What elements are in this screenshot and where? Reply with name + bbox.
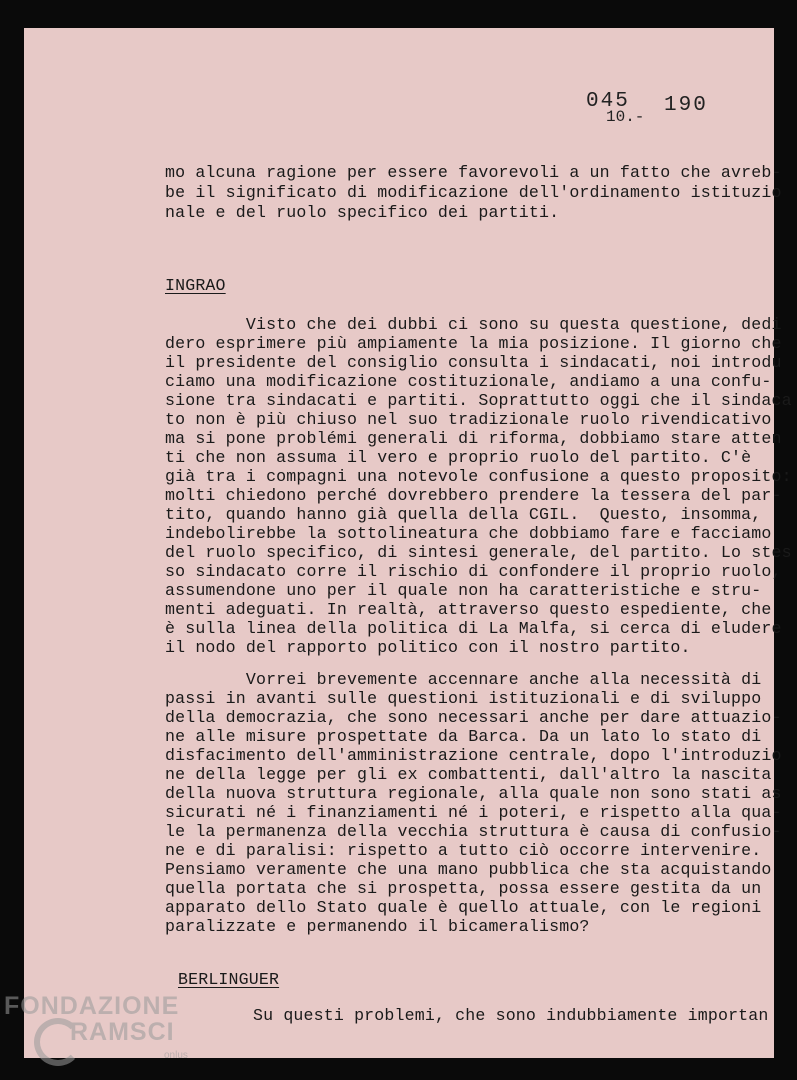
page-number-sub: 10.-: [606, 108, 645, 126]
speaker-name: INGRAO: [165, 276, 226, 295]
text-line: assumendone uno per il quale non ha caratteristiche e stru-: [165, 581, 762, 600]
text-line: molti chiedono perché dovrebbero prendere la tessera del par-: [165, 486, 782, 505]
text-line: indebolirebbe la sottolineatura che dobbiamo fare e facciamo: [165, 524, 772, 543]
text-line: ne della legge per gli ex combattenti, dall'altro la nascita: [165, 765, 772, 784]
text-line: del ruolo specifico, di sintesi generale, del partito. Lo stes: [165, 543, 792, 562]
text-line: Su questi problemi, che sono indubbiamente importan: [253, 1006, 769, 1025]
text-line: paralizzate e permanendo il bicameralismo?: [165, 917, 590, 936]
text-line: to non è più chiuso nel suo tradizionale ruolo rivendicativo: [165, 410, 772, 429]
text-line: mo alcuna ragione per essere favorevoli a un fatto che avreb-: [165, 163, 782, 182]
text-line: della nuova struttura regionale, alla quale non sono stati as: [165, 784, 782, 803]
text-line: già tra i compagni una notevole confusione a questo proposito:: [165, 467, 792, 486]
text-line: ciamo una modificazione costituzionale, andiamo a una confu-: [165, 372, 772, 391]
text-line: ne alle misure prospettate da Barca. Da un lato lo stato di: [165, 727, 762, 746]
text-line: be il significato di modificazione dell'ordinamento istituzio: [165, 183, 782, 202]
text-line: sicurati né i finanziamenti né i poteri, e rispetto alla qua-: [165, 803, 782, 822]
text-line: passi in avanti sulle questioni istituzionali e di sviluppo: [165, 689, 762, 708]
text-line: nale e del ruolo specifico dei partiti.: [165, 203, 560, 222]
text-line: Pensiamo veramente che una mano pubblica che sta acquistando: [165, 860, 772, 879]
text-line: le la permanenza della vecchia struttura è causa di confusio-: [165, 822, 782, 841]
page-number-main: 190: [664, 94, 708, 117]
text-line: della democrazia, che sono necessari anche per dare attuazio-: [165, 708, 782, 727]
archive-number: 045: [586, 90, 630, 113]
text-line: il presidente del consiglio consulta i sindacati, noi introdu: [165, 353, 782, 372]
text-line: apparato dello Stato quale è quello attuale, con le regioni: [165, 898, 762, 917]
text-line: Vorrei brevemente accennare anche alla necessità di: [165, 670, 762, 689]
text-line: è sulla linea della politica di La Malfa, si cerca di eludere: [165, 619, 782, 638]
text-line: disfacimento dell'amministrazione centrale, dopo l'introduzio: [165, 746, 782, 765]
fondazione-gramsci-watermark: [4, 992, 188, 1061]
text-line: quella portata che si prospetta, possa essere gestita da un: [165, 879, 762, 898]
text-line: so sindacato corre il rischio di confondere il proprio ruolo,: [165, 562, 782, 581]
text-line: Visto che dei dubbi ci sono su questa questione, dedi: [165, 315, 782, 334]
watermark-line2: RAMSCI: [70, 1018, 175, 1046]
text-line: il nodo del rapporto politico con il nostro partito.: [165, 638, 691, 657]
watermark-line3: onlus: [164, 1050, 188, 1061]
text-line: ne e di paralisi: rispetto a tutto ciò occorre intervenire.: [165, 841, 762, 860]
text-line: ti che non assuma il vero e proprio ruolo del partito. C'è: [165, 448, 752, 467]
watermark-line1: FONDAZIONE: [4, 992, 180, 1020]
text-line: menti adeguati. In realtà, attraverso questo espediente, che: [165, 600, 772, 619]
text-line: dero esprimere più ampiamente la mia posizione. Il giorno che: [165, 334, 782, 353]
text-line: tito, quando hanno già quella della CGIL. Questo, insomma,: [165, 505, 762, 524]
text-line: ma si pone problémi generali di riforma, dobbiamo stare atten: [165, 429, 782, 448]
text-line: sione tra sindacati e partiti. Soprattutto oggi che il sindaca: [165, 391, 792, 410]
speaker-name: BERLINGUER: [178, 970, 280, 989]
